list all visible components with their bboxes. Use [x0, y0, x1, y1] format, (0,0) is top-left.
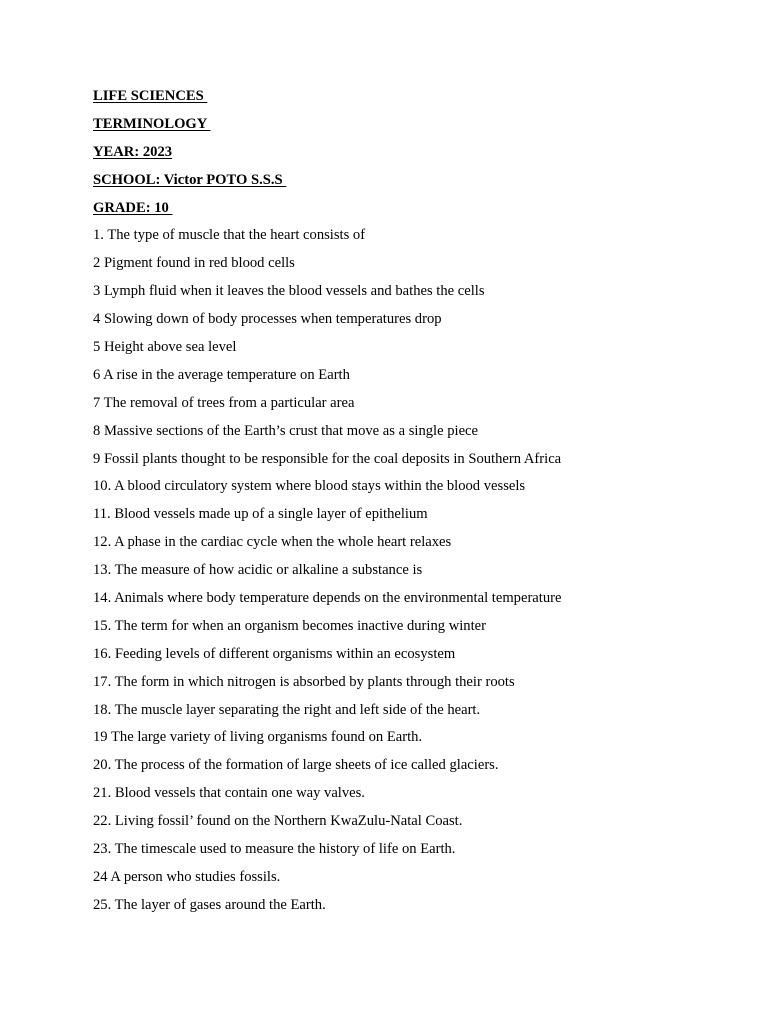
grade-heading: GRADE: 10 — [93, 199, 173, 216]
year-heading: YEAR: 2023 — [93, 143, 173, 160]
question-item: 21. Blood vessels that contain one way valves. — [93, 785, 365, 802]
question-item: 9 Fossil plants thought to be responsible for the coal deposits in Southern Africa — [93, 450, 562, 467]
header-section-line — [93, 114, 733, 142]
question-item: 23. The timescale used to measure the history of life on Earth. — [93, 841, 456, 858]
question-item: 14. Animals where body temperature depends on the environmental temperature — [93, 590, 562, 607]
header-grade-line — [93, 198, 733, 226]
question-item: 12. A phase in the cardiac cycle when the whole heart relaxes — [93, 534, 452, 551]
question-item: 15. The term for when an organism becomes inactive during winter — [93, 617, 486, 634]
question-item: 19 The large variety of living organisms found on Earth. — [93, 729, 423, 746]
question-item: 25. The layer of gases around the Earth. — [93, 896, 326, 913]
question-item: 10. A blood circulatory system where blood stays within the blood vessels — [93, 478, 526, 495]
question-item: 22. Living fossil’ found on the Northern KwaZulu-Natal Coast. — [93, 813, 463, 830]
question-item: 13. The measure of how acidic or alkaline a substance is — [93, 562, 423, 579]
question-item: 6 A rise in the average temperature on Earth — [93, 366, 350, 383]
header-year-line — [93, 142, 733, 170]
question-item: 3 Lymph fluid when it leaves the blood vessels and bathes the cells — [93, 283, 485, 300]
question-item: 7 The removal of trees from a particular area — [93, 394, 355, 411]
question-item: 4 Slowing down of body processes when temperatures drop — [93, 311, 442, 328]
header-subject-line — [93, 86, 733, 114]
question-item: 20. The process of the formation of large sheets of ice called glaciers. — [93, 757, 499, 774]
subject-heading: LIFE SCIENCES — [93, 88, 208, 104]
question-item: 24 A person who studies fossils. — [93, 868, 281, 885]
header-school-line — [93, 170, 733, 198]
question-item: 11. Blood vessels made up of a single layer of epithelium — [93, 506, 428, 523]
question-item: 18. The muscle layer separating the right and left side of the heart. — [93, 701, 481, 718]
question-item: 17. The form in which nitrogen is absorbed by plants through their roots — [93, 673, 515, 690]
document-body — [93, 86, 733, 923]
question-item: 1. The type of muscle that the heart consists of — [93, 227, 366, 244]
question-item: 8 Massive sections of the Earth’s crust that move as a single piece — [93, 422, 479, 439]
section-heading: TERMINOLOGY — [93, 115, 211, 132]
school-heading: SCHOOL: Victor POTO S.S.S — [93, 171, 287, 188]
question-list — [93, 225, 733, 922]
question-item: 5 Height above sea level — [93, 339, 237, 356]
question-item: 2 Pigment found in red blood cells — [93, 255, 295, 272]
question-item: 16. Feeding levels of different organisms within an ecosystem — [93, 645, 456, 662]
